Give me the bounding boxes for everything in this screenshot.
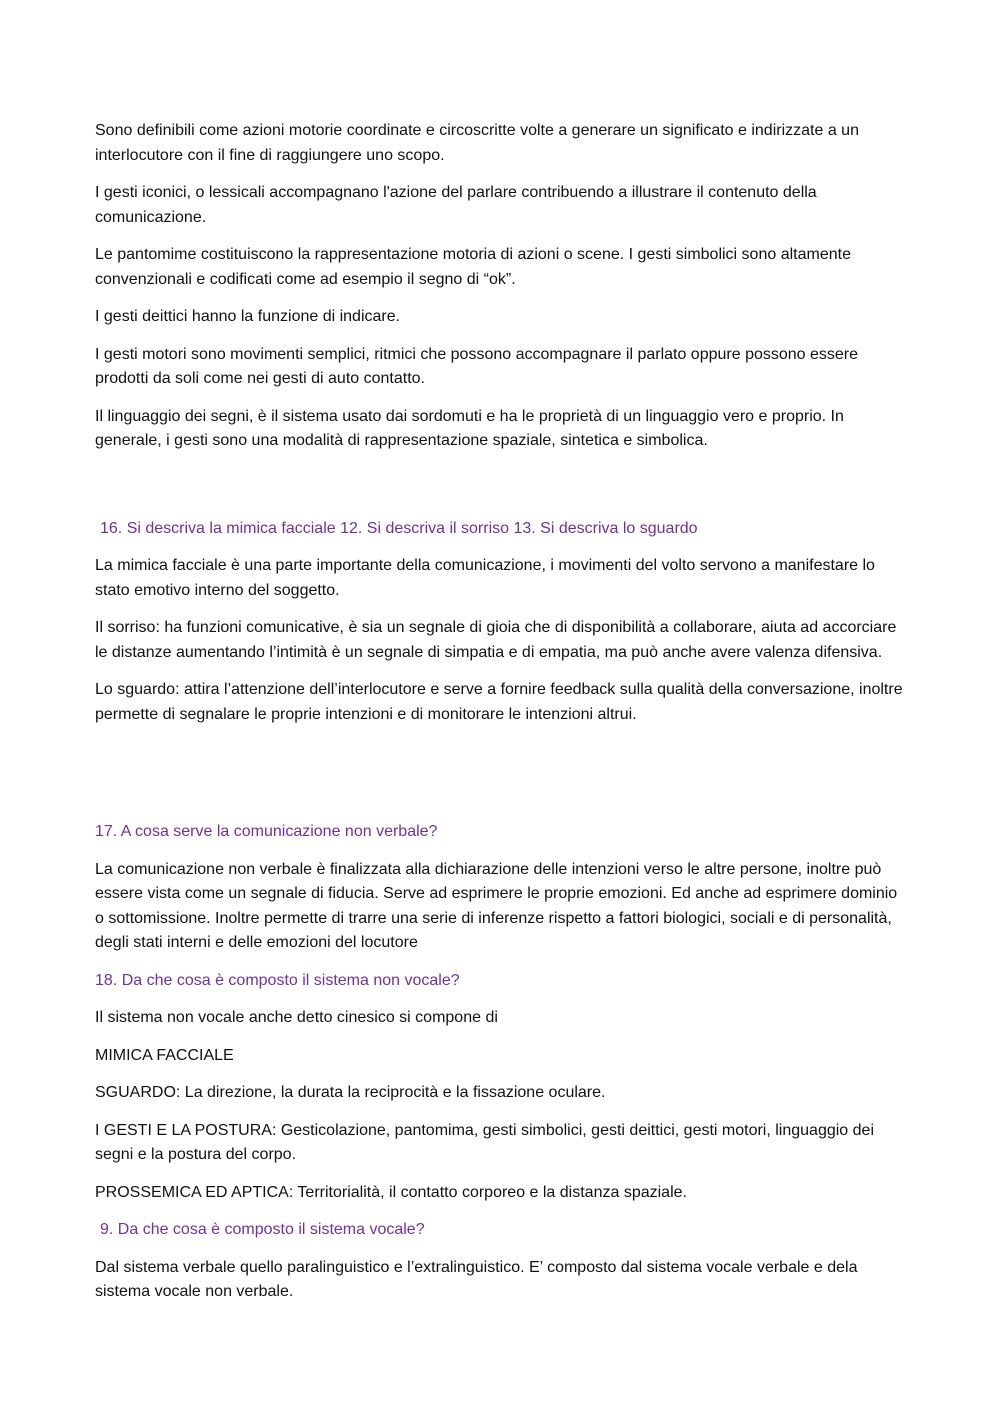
paragraph: Lo sguardo: attira l’attenzione dell’interlocutore e serve a fornire feedback sulla qualità della conversazione, inoltre permette di segnalare le proprie intenzioni e di monitorare le intenzioni altrui. (95, 681, 903, 723)
paragraph: Il sorriso: ha funzioni comunicative, è sia un segnale di gioia che di disponibilità a collaborare, aiuta ad accorciare le distanze aumentando l’intimità è un segnale di simpatia e di empatia, ma può anche avere valenza difensiva. (95, 619, 897, 661)
section-heading-9: 9. Da che cosa è composto il sistema vocale? (100, 1221, 425, 1238)
paragraph: Sono definibili come azioni motorie coordinate e circoscritte volte a generare un significato e indirizzate a un interlocutore con il fine di raggiungere uno scopo. (95, 122, 859, 164)
paragraph: I gesti deittici hanno la funzione di indicare. (95, 308, 401, 325)
section-heading-18: 18. Da che cosa è composto il sistema non vocale? (95, 971, 460, 989)
spacer (95, 467, 910, 517)
paragraph: Il sistema non vocale anche detto cinesico si compone di (95, 1009, 498, 1026)
paragraph: I GESTI E LA POSTURA: Gesticolazione, pantomima, gesti simbolici, gesti deittici, gesti motori, linguaggio dei segni e la postura del corpo. (95, 1121, 874, 1163)
document-page (95, 119, 910, 1318)
section-heading-17: 17. A cosa serve la comunicazione non verbale? (95, 823, 438, 840)
spacer (95, 740, 910, 820)
paragraph: Le pantomime costituiscono la rappresentazione motoria di azioni o scene. I gesti simbolici sono altamente convenzionali e codificati come ad esempio il segno di “ok”. (95, 246, 851, 288)
paragraph: I gesti motori sono movimenti semplici, ritmici che possono accompagnare il parlato oppure possono essere prodotti da soli come nei gesti di auto contatto. (95, 345, 859, 387)
paragraph: PROSSEMICA ED APTICA: Territorialità, il contatto corporeo e la distanza spaziale. (95, 1183, 687, 1201)
section-heading-16: 16. Si descriva la mimica facciale 12. Si descriva il sorriso 13. Si descriva lo sguardo (100, 519, 698, 537)
paragraph: I gesti iconici, o lessicali accompagnano l'azione del parlare contribuendo a illustrare il contenuto della comunicazione. (95, 184, 817, 226)
paragraph: Il linguaggio dei segni, è il sistema usato dai sordomuti e ha le proprietà di un linguaggio vero e proprio. In generale, i gesti sono una modalità di rappresentazione spaziale, sintetica e simbolica. (95, 407, 844, 449)
paragraph: Dal sistema verbale quello paralinguistico e l’extralinguistico. E’ composto dal sistema vocale verbale e dela sistema vocale non verbale. (95, 1258, 858, 1300)
paragraph: MIMICA FACCIALE (95, 1046, 234, 1064)
paragraph: La mimica facciale è una parte importante della comunicazione, i movimenti del volto servono a manifestare lo stato emotivo interno del soggetto. (95, 557, 875, 599)
paragraph: La comunicazione non verbale è finalizzata alla dichiarazione delle intenzioni verso le altre persone, inoltre può essere vista come un segnale di fiducia. Serve ad esprimere le proprie emozioni. Ed anche ad esprimere dominio o sottomissione. Inoltre permette di trarre una serie di inferenze rispetto a fattori biologici, sociali e di personalità, degli stati interni e delle emozioni del locutore (95, 860, 898, 951)
paragraph: SGUARDO: La direzione, la durata la reciprocità e la fissazione oculare. (95, 1084, 606, 1101)
